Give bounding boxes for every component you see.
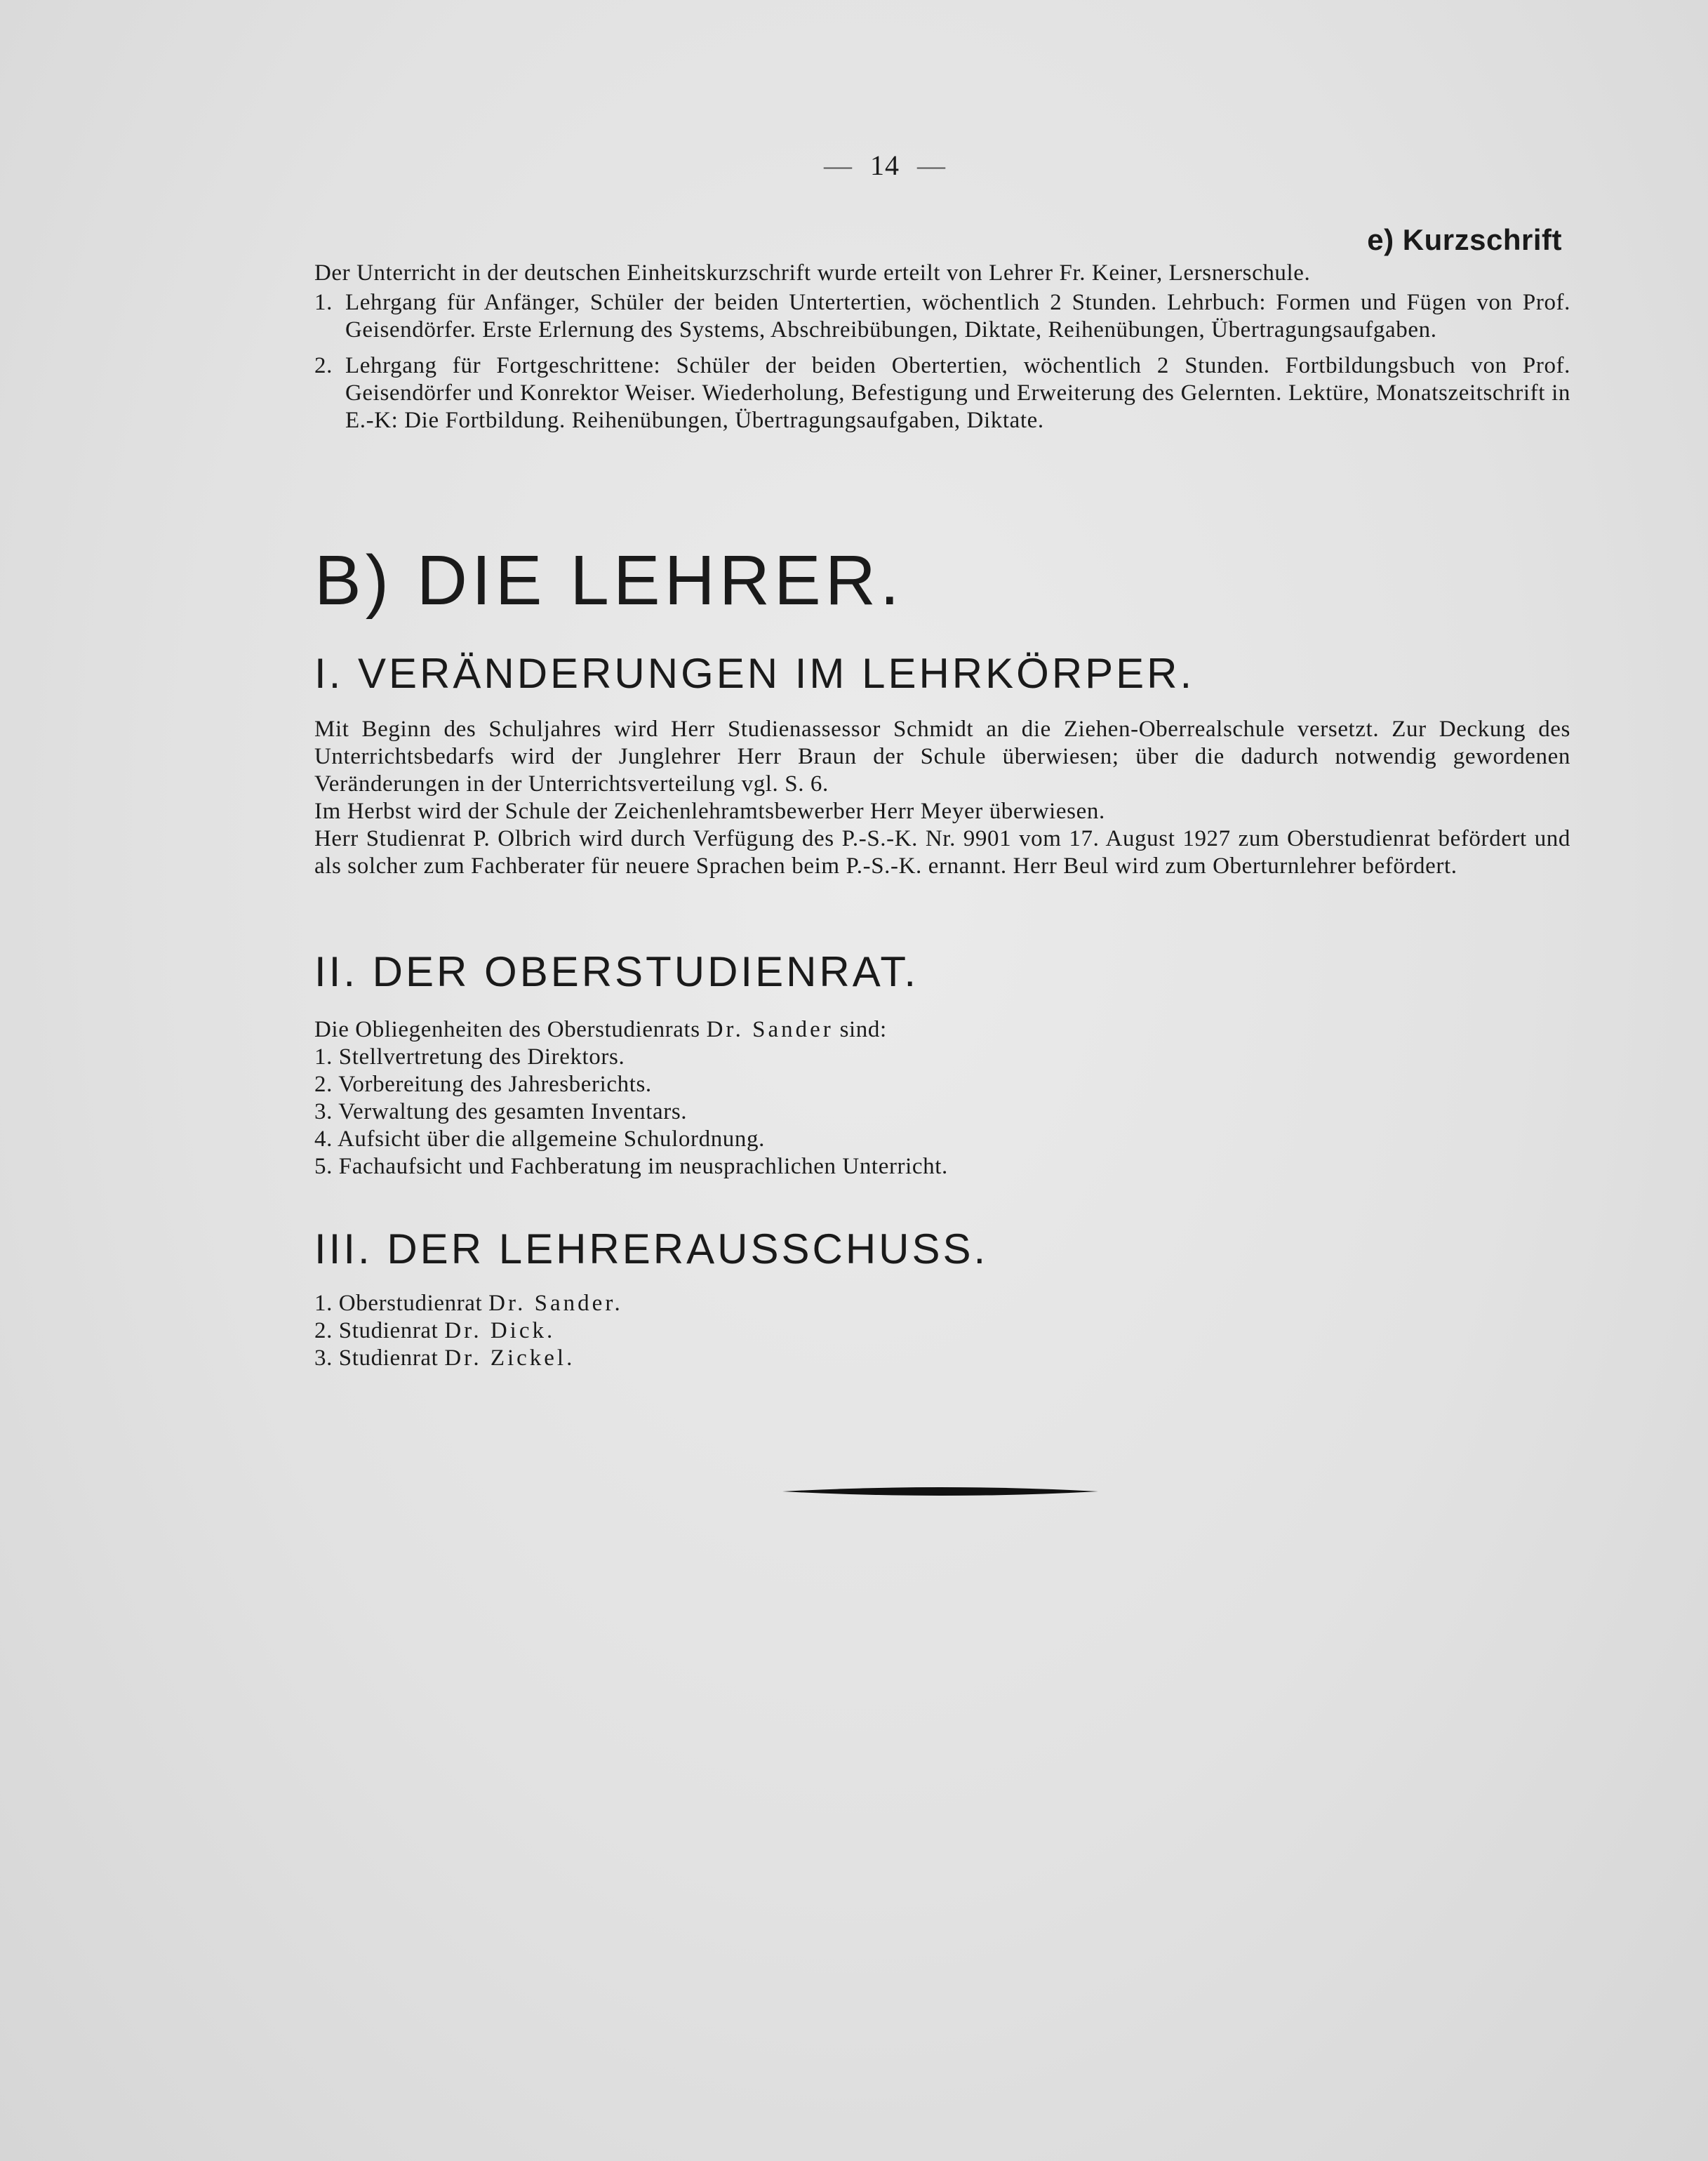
page-number-dash-right: — — [917, 149, 946, 181]
section1-paragraph: Im Herbst wird der Schule der Zeichenlehramtsbewerber Herr Meyer überwiesen. — [314, 799, 1105, 824]
list-item-prefix: 3. Studienrat — [314, 1345, 439, 1371]
main-title: B) DIE LEHRER. — [314, 541, 904, 620]
kurzschrift-list — [314, 289, 1570, 443]
section3-body — [314, 1290, 1156, 1372]
section2-intro-name: Dr. Sander — [706, 1017, 834, 1042]
list-item — [314, 1290, 1156, 1317]
section1-paragraph: Mit Beginn des Schuljahres wird Herr Studienassessor Schmidt an die Ziehen-Oberrealschule versetzt. Zur Deckung des Unterrichtsbedarfs wird der Junglehrer Herr Braun der Schule überwiesen; über die dadurch notwendig gewordenen Veränderungen in der Unterrichtsverteilung vgl. S. 6. — [314, 717, 1570, 797]
list-item: 2. Vorbereitung des Jahresberichts. — [314, 1072, 652, 1097]
kurzschrift-heading: e) Kurzschrift — [1367, 223, 1562, 256]
section2-intro-pre: Die Obliegenheiten des Oberstudienrats — [314, 1017, 700, 1042]
section1-body — [314, 716, 1570, 880]
kurzschrift-intro: Der Unterricht in der deutschen Einheitskurzschrift wurde erteilt von Lehrer Fr. Keiner, Lersnerschule. — [314, 260, 1311, 286]
page-number: 14 — [870, 149, 900, 181]
list-item-name: Dr. Dick. — [444, 1318, 556, 1343]
list-item: 5. Fachaufsicht und Fachberatung im neusprachlichen Unterricht. — [314, 1154, 948, 1179]
section1-title: I. VERÄNDERUNGEN IM LEHRKÖRPER. — [314, 650, 1195, 697]
section2-intro-post: sind: — [839, 1017, 887, 1042]
section3-title: III. DER LEHRERAUSSCHUSS. — [314, 1225, 989, 1272]
section2-body — [314, 1016, 1507, 1181]
list-item-name: Dr. Zickel. — [444, 1345, 575, 1371]
list-item — [314, 352, 1570, 434]
list-item — [314, 1317, 1156, 1345]
section2-intro — [314, 1016, 1507, 1044]
list-item-name: Dr. Sander. — [488, 1291, 623, 1316]
list-item: 3. Verwaltung des gesamten Inventars. — [314, 1099, 688, 1124]
list-item-text: Lehrgang für Anfänger, Schüler der beiden Untertertien, wöchentlich 2 Stunden. Lehrbuch: Formen und Fügen von Prof. Geisendörfer. Erste Erlernung des Systems, Abschreibübungen, Diktate, Reihenübungen, Übertragungsaufgaben. — [345, 290, 1570, 343]
page-number-line — [814, 149, 1025, 182]
end-ornament — [782, 1484, 1098, 1498]
section1-paragraph: Herr Studienrat P. Olbrich wird durch Verfügung des P.-S.-K. Nr. 9901 vom 17. August 1927 zum Oberstudienrat befördert und als solcher zum Fachberater für neuere Sprachen beim P.-S.-K. ernannt. Herr Beul wird zum Oberturnlehrer befördert. — [314, 826, 1570, 879]
list-item: 4. Aufsicht über die allgemeine Schulordnung. — [314, 1126, 765, 1152]
page-number-dash-left: — — [824, 149, 853, 181]
list-item — [314, 289, 1570, 344]
list-item-number: 2. — [314, 353, 333, 378]
list-item — [314, 1345, 1156, 1372]
list-item-prefix: 1. Oberstudienrat — [314, 1291, 483, 1316]
list-item-text: Lehrgang für Fortgeschrittene: Schüler der beiden Obertertien, wöchentlich 2 Stunden. Fortbildungsbuch von Prof. Geisendörfer und Konrektor Weiser. Wiederholung, Befestigung und Erweiterung des Gelernten. Lektüre, Monatszeitschrift in E.-K: Die Fortbildung. Reihenübungen, Übertragungsaufgaben, Diktate. — [345, 353, 1570, 433]
section2-title: II. DER OBERSTUDIENRAT. — [314, 948, 919, 995]
list-item: 1. Stellvertretung des Direktors. — [314, 1044, 625, 1070]
ornament-rule — [782, 1487, 1098, 1496]
list-item-prefix: 2. Studienrat — [314, 1318, 439, 1343]
list-item-number: 1. — [314, 290, 333, 315]
